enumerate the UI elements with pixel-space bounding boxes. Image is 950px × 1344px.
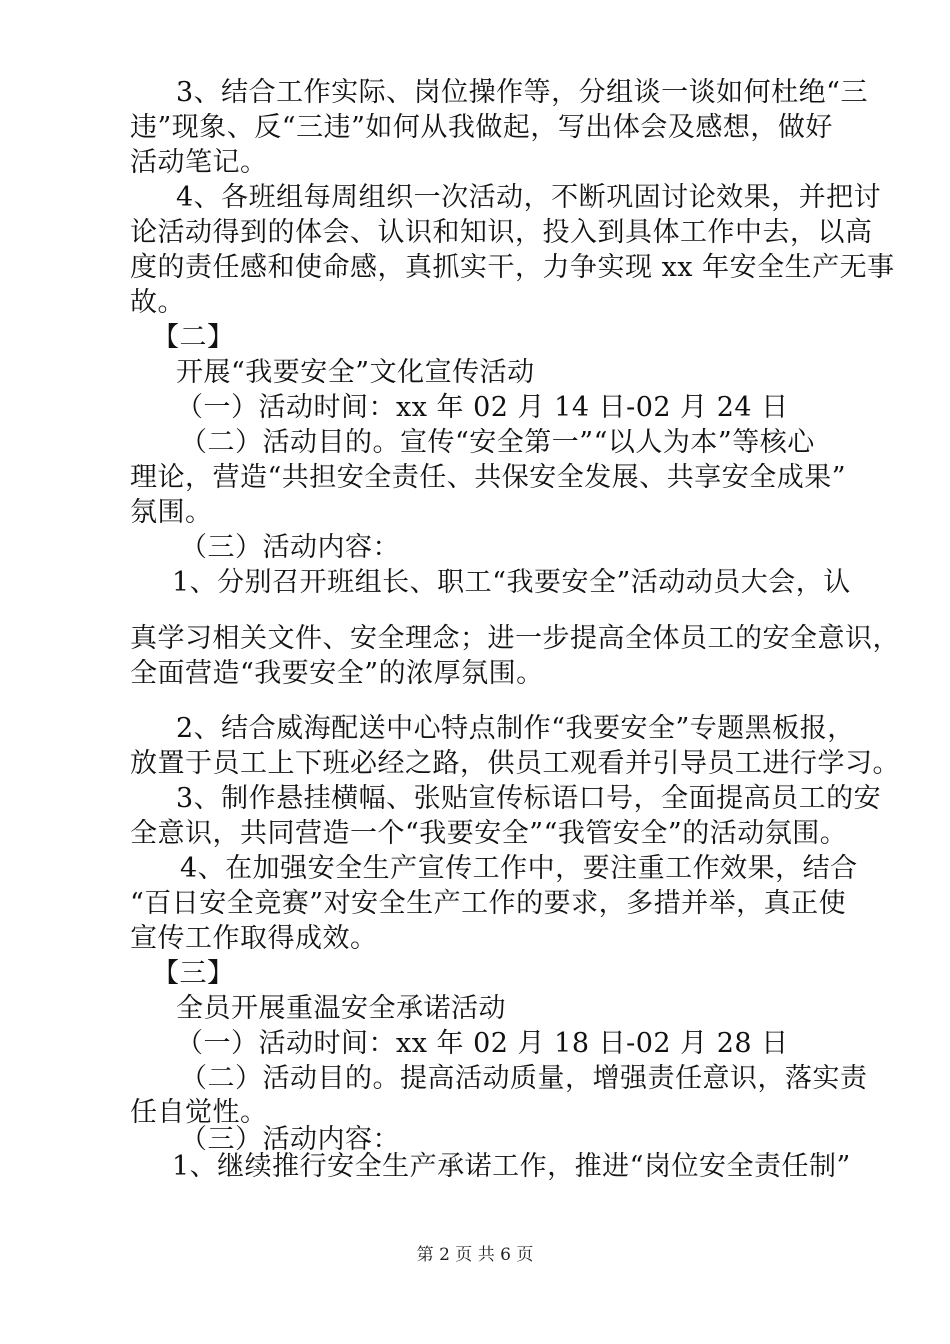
text-line: （二）活动目的。宣传“安全第一”“以人为本”等核心 (180, 427, 815, 458)
text-line: （二）活动目的。提高活动质量，增强责任意识，落实责 (180, 1063, 868, 1094)
text-line: 4、在加强安全生产宣传工作中，要注重工作效果，结合 (180, 853, 858, 884)
text-line: 违”现象、反“三违”如何从我做起，写出体会及感想，做好 (130, 112, 833, 143)
text-line: 宣传工作取得成效。 (130, 923, 378, 954)
text-line: （三）活动内容： (180, 532, 400, 563)
text-line: （三）活动内容： (180, 1124, 400, 1155)
text-line: 3、结合工作实际、岗位操作等，分组谈一谈如何杜绝“三 (176, 77, 868, 108)
text-line: 任自觉性。 (130, 1097, 268, 1128)
text-line: （一）活动时间：xx 年 02 月 18 日-02 月 28 日 (176, 1028, 789, 1059)
text-line: 3、制作悬挂横幅、张贴宣传标语口号，全面提高员工的安 (176, 783, 882, 814)
text-line: 放置于员工上下班必经之路，供员工观看并引导员工进行学习。 (130, 748, 900, 779)
text-line: 1、继续推行安全生产承诺工作，推进“岗位安全责任制” (172, 1151, 851, 1182)
text-line: “百日安全竞赛”对安全生产工作的要求，多措并举，真正使 (130, 888, 847, 919)
text-line: 2、结合威海配送中心特点制作“我要安全”专题黑板报， (176, 713, 855, 744)
text-line: 理论，营造“共担安全责任、共保安全发展、共享安全成果” (130, 462, 847, 493)
text-line: （一）活动时间：xx 年 02 月 14 日-02 月 24 日 (176, 392, 789, 423)
text-line: 全面营造“我要安全”的浓厚氛围。 (130, 658, 544, 689)
text-line: 论活动得到的体会、认识和知识，投入到具体工作中去，以高 (130, 217, 873, 248)
section-heading: 【三】 (152, 958, 235, 989)
text-line: 活动笔记。 (130, 147, 268, 178)
text-line: 1、分别召开班组长、职工“我要安全”活动动员大会，认 (172, 567, 851, 598)
text-line: 故。 (130, 287, 185, 318)
page-footer: 第 2 页 共 6 页 (416, 1245, 534, 1265)
text-line: 全意识，共同营造一个“我要安全”“我管安全”的活动氛围。 (130, 818, 848, 849)
text-line: 度的责任感和使命感，真抓实干，力争实现 xx 年安全生产无事 (130, 252, 895, 283)
text-line: 氛围。 (130, 497, 213, 528)
section-heading: 【二】 (152, 322, 235, 353)
text-line: 真学习相关文件、安全理念；进一步提高全体员工的安全意识， (130, 623, 900, 654)
text-line: 4、各班组每周组织一次活动，不断巩固讨论效果，并把讨 (176, 182, 882, 213)
section-title: 开展“我要安全”文化宣传活动 (176, 357, 535, 388)
section-title: 全员开展重温安全承诺活动 (176, 993, 506, 1024)
